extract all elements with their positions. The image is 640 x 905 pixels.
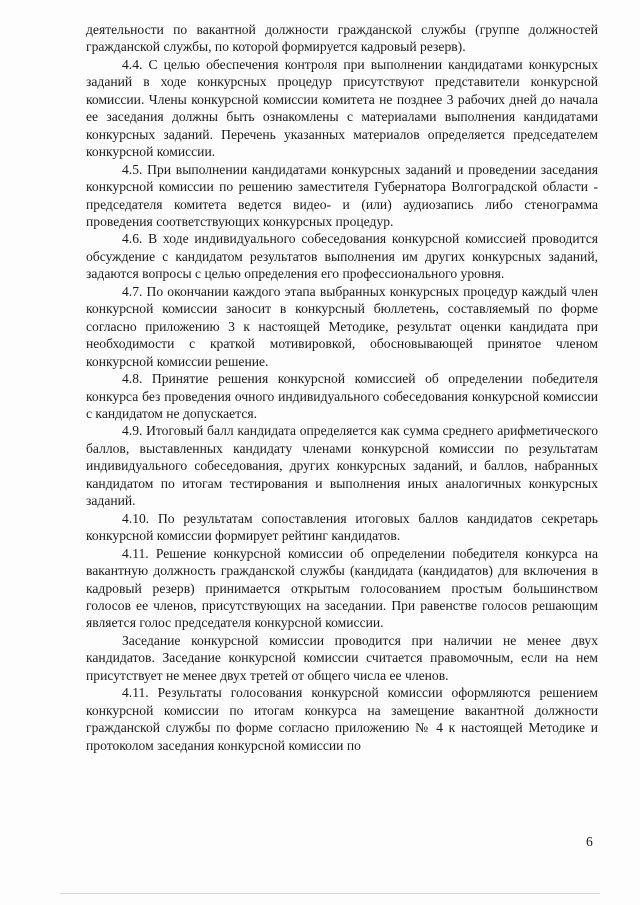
paragraph-4-5: 4.5. При выполнении кандидатами конкурсных заданий и проведении заседания конкурсной комиссии по решению заместителя Губернатора Волгоградской области - председателя комитета ведется видео- и (или) аудиозапись либо стенограмма проведения соответствующих конкурсных процедур. bbox=[86, 161, 598, 229]
paragraph-4-11-decision: 4.11. Решение конкурсной комиссии об определении победителя конкурса на вакантную должность гражданской службы (кандидата (кандидатов) для включения в кадровый резерв) принимается открытым голосованием простым большинством голосов ее членов, присутствующих на заседании. При равенстве голосов решающим является голос председателя конкурсной комиссии. bbox=[86, 545, 598, 631]
page-number: 6 bbox=[586, 834, 593, 849]
paragraph-4-6: 4.6. В ходе индивидуального собеседования конкурсной комиссией проводится обсуждение с кандидатом результатов выполнения им других конкурсных заданий, задаются вопросы с целью определения его профессионального уровня. bbox=[86, 231, 598, 282]
paragraph-4-11-results: 4.11. Результаты голосования конкурсной комиссии оформляются решением конкурсной комиссии по итогам конкурса на замещение вакантной должности гражданской службы по форме согласно приложению № 4 к настоящей Методике и протоколом заседания конкурсной комиссии по bbox=[86, 685, 598, 753]
paragraph-4-4: 4.4. С целью обеспечения контроля при выполнении кандидатами конкурсных заданий в ходе конкурсных процедур присутствуют представители конкурсной комиссии. Члены конкурсной комиссии комитета не позднее 3 рабочих дней до начала ее заседания должны быть ознакомлены с материалами выполнения кандидатами конкурсных заданий. Перечень указанных материалов определяется председателем конкурсной комиссии. bbox=[86, 56, 598, 160]
paragraph-4-9: 4.9. Итоговый балл кандидата определяется как сумма среднего арифметического баллов, выставленных кандидату членами конкурсной комиссии по результатам индивидуального собеседования, других конкурсных заданий, и баллов, набранных кандидатом по итогам тестирования и выполнения иных аналогичных конкурсных заданий. bbox=[86, 423, 598, 509]
paragraph-4-7: 4.7. По окончании каждого этапа выбранных конкурсных процедур каждый член конкурсной комиссии заносит в конкурсный бюллетень, составляемый по форме согласно приложению 3 к настоящей Методике, результат оценки кандидата при необходимости с краткой мотивировкой, обосновывающей принятое членом конкурсной комиссии решение. bbox=[86, 283, 598, 369]
scan-edge-line bbox=[60, 893, 600, 894]
paragraph-continuation: деятельности по вакантной должности гражданской службы (группе должностей гражданской службы, по которой формируется кадровый резерв). bbox=[86, 22, 598, 55]
paragraph-quorum: Заседание конкурсной комиссии проводится при наличии не менее двух кандидатов. Заседание конкурсной комиссии считается правомочным, если на нем присутствует не менее двух третей от общего числа ее членов. bbox=[86, 632, 598, 683]
paragraph-4-10: 4.10. По результатам сопоставления итоговых баллов кандидатов секретарь конкурсной комиссии формирует рейтинг кандидатов. bbox=[86, 510, 598, 544]
document-body bbox=[86, 21, 598, 754]
paragraph-4-8: 4.8. Принятие решения конкурсной комиссией об определении победителя конкурса без проведения очного индивидуального собеседования конкурсной комиссии с кандидатом не допускается. bbox=[86, 371, 598, 421]
